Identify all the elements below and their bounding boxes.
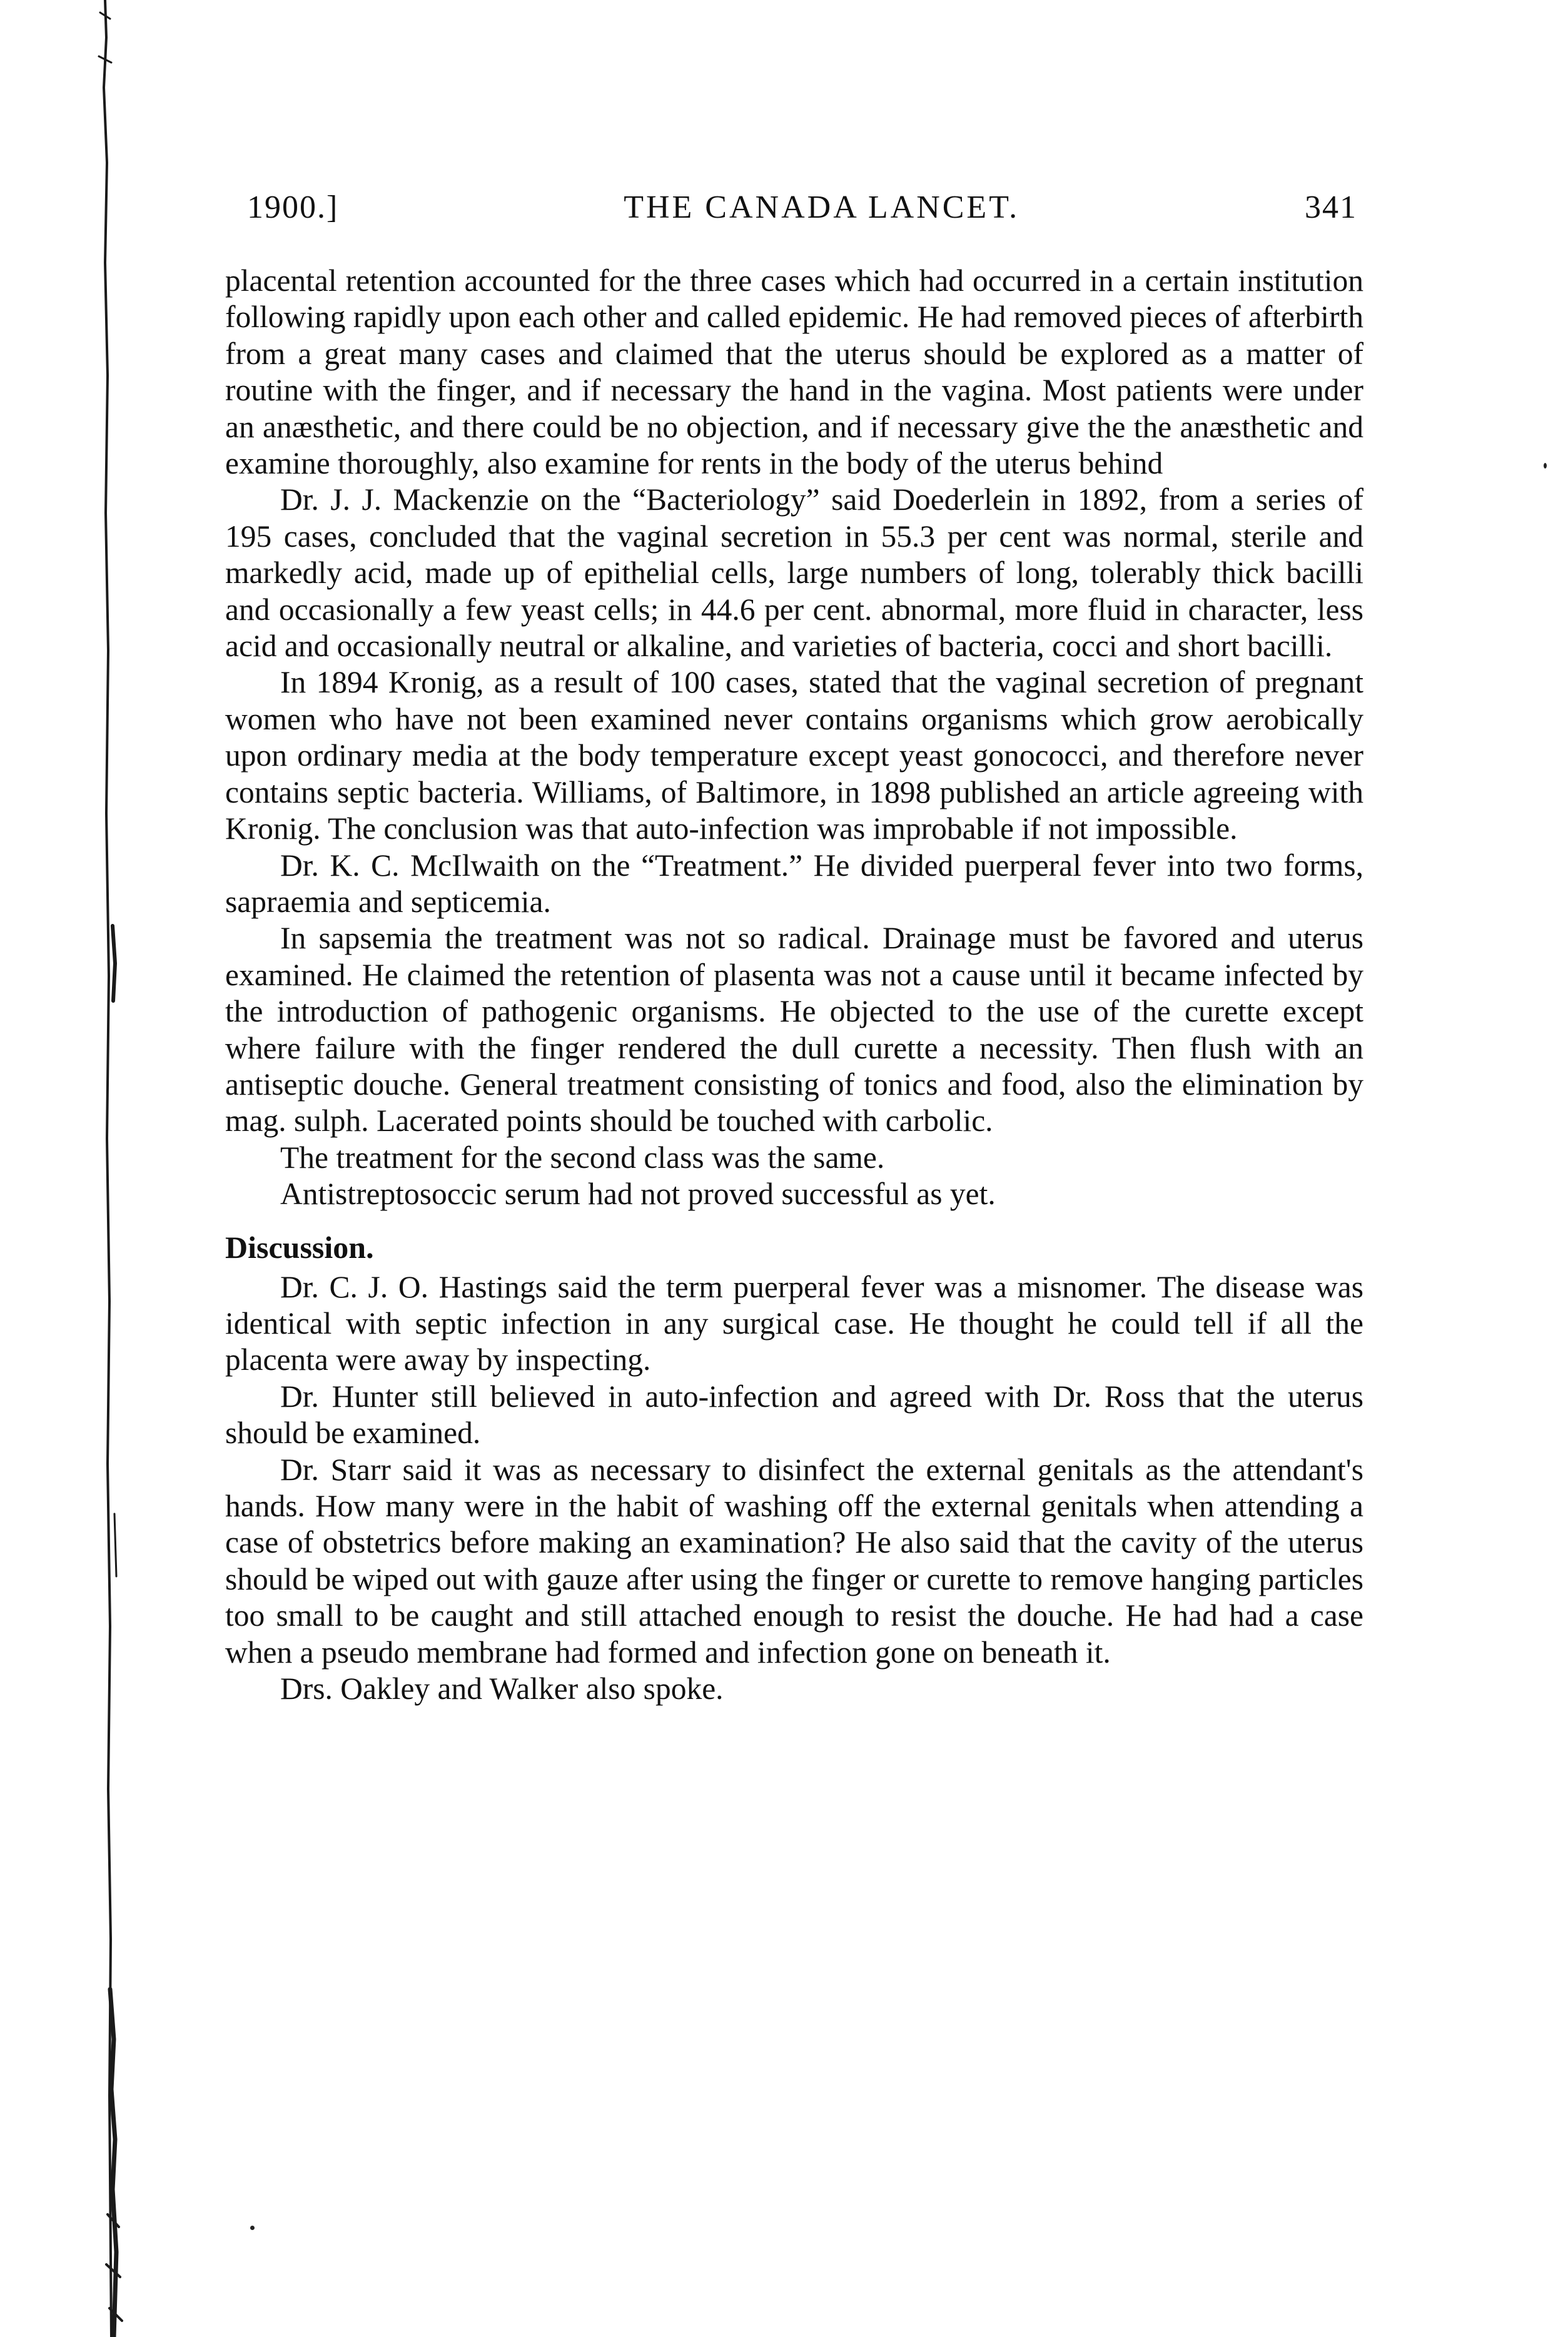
scanned-binding-edge bbox=[0, 0, 138, 2337]
header-year: 1900.] bbox=[247, 190, 339, 225]
paragraph-oakley-walker: Drs. Oakley and Walker also spoke. bbox=[280, 1671, 724, 1706]
scan-speck bbox=[250, 2226, 255, 2230]
paragraph-hastings: Dr. C. J. O. Hastings said the term puerperal fever was a misnomer. The disease was identical with septic infection in any surgical case. He thought he could tell if all the placenta were away by inspecting. bbox=[225, 1269, 1363, 1377]
discussion-heading: Discussion. bbox=[225, 1229, 374, 1265]
paragraph-serum: Antistreptosoccic serum had not proved successful as yet. bbox=[280, 1177, 996, 1212]
scan-speck bbox=[1544, 463, 1547, 469]
paragraph-treatment: Dr. K. C. McIlwaith on the “Treatment.” He divided puerperal fever into two forms, sapraemia and septicemia. bbox=[225, 848, 1363, 919]
paragraph-kronig: In 1894 Kronig, as a result of 100 cases, stated that the vaginal secretion of pregnant women who have not been examined never contains organisms which grow aerobically upon ordinary media at the body temperature except yeast gonococci, and therefore never contains septic bacteria. Williams, of Baltimore, in 1898 published an article agreeing with Kronig. The conclusion was that auto-infection was improbable if not impossible. bbox=[225, 665, 1363, 846]
journal-title: THE CANADA LANCET. bbox=[624, 190, 1020, 225]
paragraph-sapsemia: In sapsemia the treatment was not so radical. Drainage must be favored and uterus examined. He claimed the retention of plasenta was not a cause until it became infected by the introduction of pathogenic organisms. He objected to the use of the curette except where failure with the finger rendered the dull curette a necessity. Then flush with an antiseptic douche. General treatment consisting of tonics and food, also the elimination by mag. sulph. Lacerated points should be touched with carbolic. bbox=[225, 921, 1363, 1138]
running-head bbox=[247, 189, 1357, 245]
article-body bbox=[225, 263, 1363, 1707]
paragraph-starr: Dr. Starr said it was as necessary to disinfect the external genitals as the attendant's hands. How many were in the habit of washing off the external genitals when attending a case of obstetrics before making an examination? He also said that the cavity of the uterus should be wiped out with gauze after using the finger or curette to remove hanging particles too small to be caught and still attached enough to resist the douche. He had had a case when a pseudo membrane had formed and infection gone on beneath it. bbox=[225, 1452, 1363, 1670]
paragraph-continued: placental retention accounted for the three cases which had occurred in a certain institution following rapidly upon each other and called epidemic. He had removed pieces of afterbirth from a great many cases and claimed that the uterus should be explored as a matter of routine with the finger, and if necessary the hand in the vagina. Most patients were under an anæsthetic, and there could be no objection, and if necessary give the the anæsthetic and examine thoroughly, also examine for rents in the body of the uterus behind bbox=[225, 263, 1363, 481]
paragraph-hunter: Dr. Hunter still believed in auto-infection and agreed with Dr. Ross that the uterus should be examined. bbox=[225, 1379, 1363, 1451]
page-number: 341 bbox=[1305, 190, 1357, 225]
paragraph-second-class: The treatment for the second class was the same. bbox=[280, 1140, 885, 1175]
paragraph-bacteriology: Dr. J. J. Mackenzie on the “Bacteriology” said Doederlein in 1892, from a series of 195 cases, concluded that the vaginal secretion in 55.3 per cent was normal, sterile and markedly acid, made up of epithelial cells, large numbers of long, tolerably thick bacilli and occasionally a few yeast cells; in 44.6 per cent. abnormal, more fluid in character, less acid and occasionally neutral or alkaline, and varieties of bacteria, cocci and short bacilli. bbox=[225, 482, 1363, 664]
